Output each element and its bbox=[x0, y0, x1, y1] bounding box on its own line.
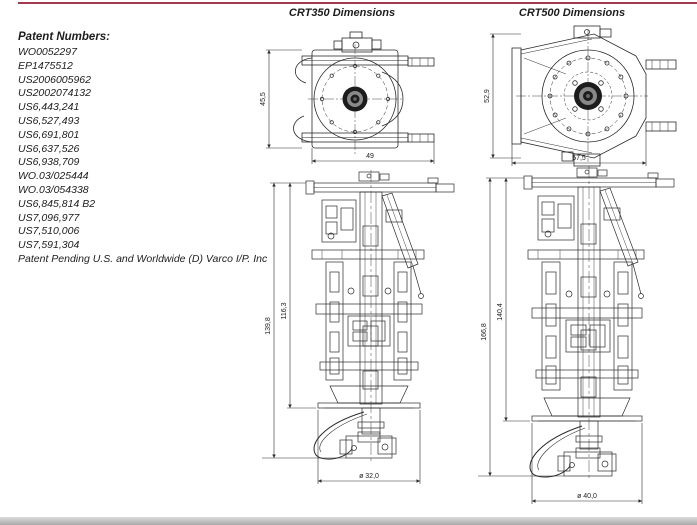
patent-item: US6,845,814 B2 bbox=[18, 197, 96, 210]
patent-item: US6,527,493 bbox=[18, 114, 80, 127]
patent-item: US2006005962 bbox=[18, 73, 91, 86]
patent-list bbox=[18, 30, 268, 267]
crt500-top-height-dim-label: 52,9 bbox=[484, 89, 491, 103]
crt350-top-width-dim-label: 49 bbox=[366, 153, 374, 160]
patent-item: US2002074132 bbox=[18, 87, 91, 100]
patent-item: US6,691,801 bbox=[18, 128, 80, 141]
patent-list-heading: Patent Numbers: bbox=[18, 31, 111, 43]
crt500-top-width-dim-label: 57,5 bbox=[572, 155, 586, 162]
crt350-top-height-dim-label: 45,5 bbox=[260, 92, 267, 106]
patent-item: EP1475512 bbox=[18, 59, 73, 72]
crt500-title: CRT500 Dimensions bbox=[518, 7, 626, 19]
patent-item: US7,096,977 bbox=[18, 211, 80, 224]
crt350-side-diameter-dim-label: ø 32,0 bbox=[359, 473, 379, 480]
patent-item: US6,637,526 bbox=[18, 142, 80, 155]
crt500-side-overall-height-dim-label: 166,8 bbox=[481, 323, 488, 341]
patent-item: US7,510,006 bbox=[18, 225, 80, 238]
crt350-side-overall-height-dim-label: 139,8 bbox=[265, 317, 272, 335]
patent-item: WO.03/054338 bbox=[18, 183, 89, 196]
crt500-top-view-drawing bbox=[476, 22, 682, 170]
patent-item: WO0052297 bbox=[18, 46, 77, 58]
patent-pending-note: Patent Pending U.S. and Worldwide (D) Varco I/P. Inc bbox=[18, 252, 268, 265]
crt350-side-upper-height-dim-label: 116,3 bbox=[281, 302, 288, 320]
top-rule bbox=[18, 2, 697, 4]
bottom-band bbox=[0, 517, 697, 525]
crt500-side-upper-height-dim-label: 140,4 bbox=[497, 303, 504, 321]
patent-item: US7,591,304 bbox=[18, 239, 80, 252]
crt500-side-diameter-dim-label: ø 40,0 bbox=[577, 493, 597, 500]
crt350-title: CRT350 Dimensions bbox=[288, 7, 396, 19]
crt500-side-view-drawing bbox=[474, 162, 684, 514]
patent-item: US6,938,709 bbox=[18, 156, 80, 169]
crt350-top-view-drawing bbox=[250, 28, 436, 170]
crt350-side-view-drawing bbox=[258, 166, 463, 496]
patent-item: WO.03/025444 bbox=[18, 170, 89, 183]
patent-item: US6,443,241 bbox=[18, 101, 80, 114]
